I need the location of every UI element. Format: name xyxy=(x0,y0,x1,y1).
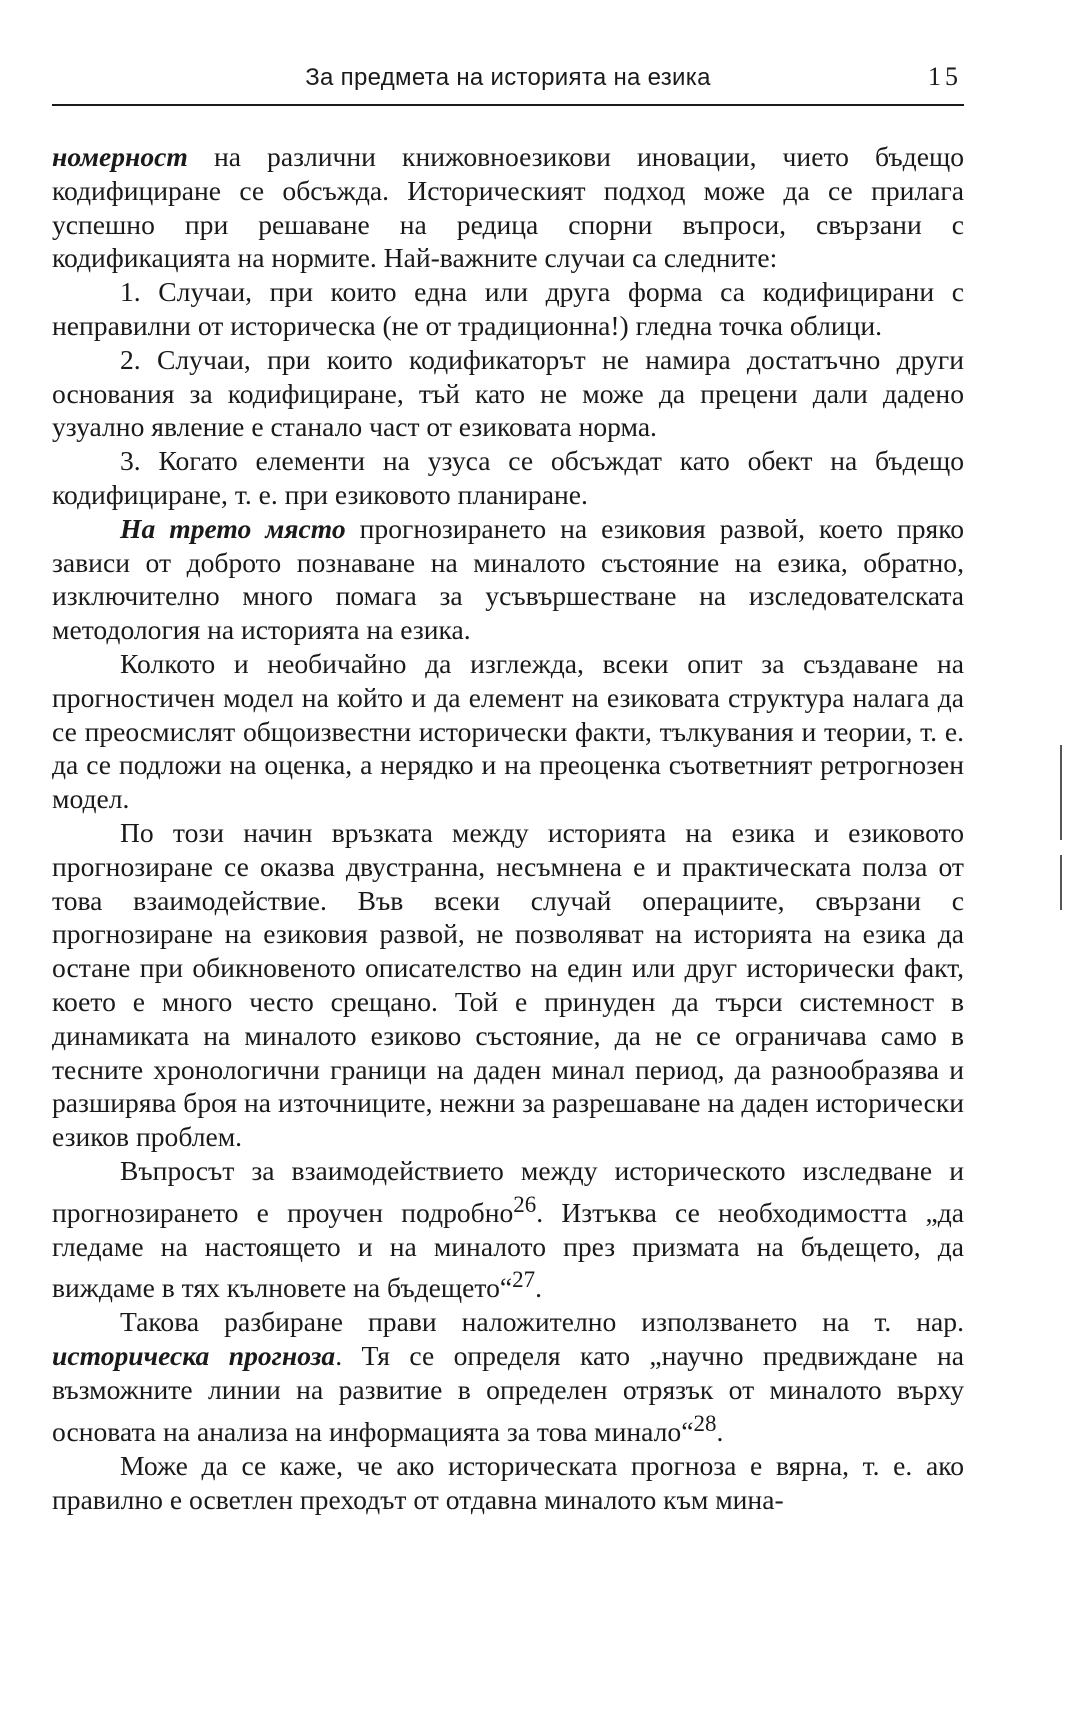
running-title: За предмета на историята на езика xyxy=(305,64,711,91)
paragraph-text: прогнозирането на езиковия развой, което пряко зависи от доброто познаване на миналото състояние на езика, обратно, изключително много помага за усъвършестване на изследователската методология на историята на езика. xyxy=(52,512,964,646)
list-item-2: 2. Случаи, при които кодификаторът не намира достатъчно други основания за кодифициране, тъй като не може да прецени дали дадено узуално явление е станало част от езиковата норма. xyxy=(52,343,964,443)
list-item-3: 3. Когато елементи на узуса се обсъждат като обект на бъдещо кодифициране, т. е. при езиковото планиране. xyxy=(52,445,964,510)
paragraph-text: . Изтъква се необходимостта „да гледаме на настоящето и на миналото през призмата на бъдещето, да виждаме в тях кълновете на бъдещето“ xyxy=(52,1196,964,1304)
footnote-ref: 26 xyxy=(513,1191,537,1217)
paragraph-4: Колкото и необичайно да изглежда, всеки опит за създаване на прогностичен модел на който и да елемент на езиковата структура налага да се преосмислят общоизвестни исторически факти, тълкувания и теории, т. е. да се подложи на оценка, а нерядко и на преоценка съответният ретрогнозен модел. xyxy=(52,647,964,815)
paragraph-text: . xyxy=(535,1272,543,1304)
paragraph-text: на различни книжовноезикови иновации, чието бъдещо кодифициране се обсъжда. Историческият подход може да се прилага успешно при решаване на редица спорни въпроси, свързани с кодификацията на нормите. Най-важните случаи са следните: xyxy=(52,141,964,274)
margin-mark xyxy=(1060,745,1062,840)
paragraph-text: . xyxy=(716,1416,724,1448)
paragraph-3 xyxy=(52,512,964,647)
paragraph-1 xyxy=(52,140,964,275)
paragraph-5: По този начин връзката между историята на езика и езиковото прогнозиране се оказва двустранна, несъмнена е и практическата полза от това взаимодействие. Във всеки случай операциите, свързани с прогнозиране на езиковия развой, не позволяват на историята на езика да остане при обикновеното описателство на един или друг исторически факт, което е много често срещано. Той е принуден да търси системност в динамиката на миналото езиково състояние, да не се ограничава само в тесните хронологични граници на даден минал период, да разнообразява и разширява броя на източниците, нежни за разрешаване на даден исторически езиков проблем. xyxy=(52,816,964,1153)
paragraph-7 xyxy=(52,1305,964,1448)
paragraph-text: Въпросът за взаимодействието между историческото изследване и прогнозирането е проучен подробно xyxy=(52,1154,964,1228)
emphasis-term: номерност xyxy=(52,141,188,172)
emphasis-term: На трето място xyxy=(120,512,346,544)
footnote-ref: 27 xyxy=(512,1267,536,1293)
page-number: 15 xyxy=(928,62,962,91)
footnote-ref: 28 xyxy=(693,1410,717,1436)
paragraph-text: Такова разбиране прави наложително използването на т. нар. xyxy=(120,1306,964,1338)
emphasis-term: историческа прогноза xyxy=(52,1340,336,1372)
paragraph-8: Може да се каже, че ако историческата прогноза е вярна, т. е. ако правилно е осветлен преходът от отдавна миналото към мина- xyxy=(52,1449,964,1515)
paragraph-6 xyxy=(52,1154,964,1306)
margin-mark xyxy=(1060,855,1062,910)
paragraph-text: . Тя се определя като „научно предвиждане на възможните линии на развитие в определен отрязък от миналото върху основата на анализа на информацията за това минало“ xyxy=(52,1340,964,1448)
list-item-1: 1. Случаи, при които една или друга форма са кодифицирани с неправилни от историческа (не от традиционна!) гледна точка облици. xyxy=(52,276,964,341)
body-text xyxy=(52,140,964,1516)
running-header xyxy=(52,60,964,106)
